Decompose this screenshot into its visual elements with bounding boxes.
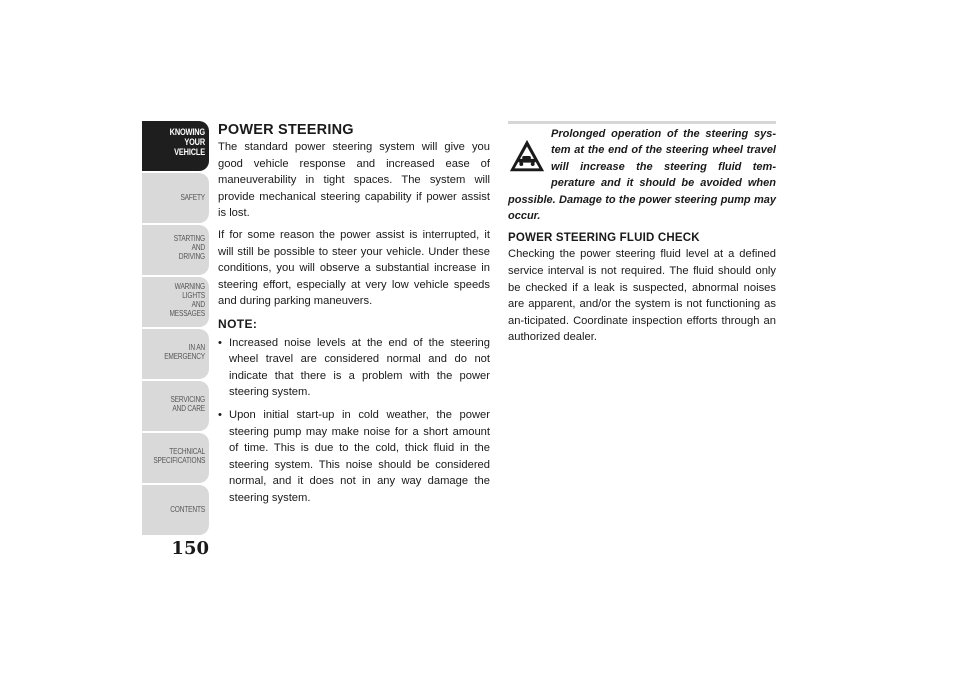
chapter-tabs xyxy=(142,121,209,537)
section-heading: POWER STEERING xyxy=(218,122,354,138)
warning-triangle-icon xyxy=(508,136,546,176)
paragraph: Checking the power steering fluid level at a defined service interval is not required. The fluid should only be checked if a leak is suspected, abnormal noises are apparent, and/or the system is not functioning as an-ticipated. Coordinate inspection efforts through an authorized dealer. xyxy=(508,248,776,344)
list-item-text: Upon initial start-up in cold weather, the power steering pump may make noise for a short amount of time. This is due to the cold, thick fluid in the steering system. This noise should be considered normal, and it does not in any way damage the steering system. xyxy=(229,408,490,504)
paragraph: If for some reason the power assist is interrupted, it will still be possible to steer your vehicle. Under these conditions, you will observe a substantial increase in steering effort, especially at very low vehicle speeds and during parking maneuvers. xyxy=(218,228,490,308)
tab-technical-specifications[interactable] xyxy=(142,433,209,483)
tab-starting-and-driving[interactable] xyxy=(142,225,209,275)
tab-label: SAFETY xyxy=(180,193,205,202)
page-number: 150 xyxy=(171,538,209,559)
tab-label: SERVICING AND CARE xyxy=(170,395,205,413)
warning-box xyxy=(508,126,776,224)
note-list xyxy=(218,335,490,507)
tab-label: WARNING LIGHTS AND MESSAGES xyxy=(169,282,205,318)
right-column xyxy=(508,121,776,351)
tab-label: STARTING AND DRIVING xyxy=(173,234,205,261)
tab-label: CONTENTS xyxy=(170,505,205,514)
list-item xyxy=(218,407,490,507)
warning-text: Prolonged operation of the steering sys-tem at the end of the steering wheel travel will increase the steering fluid tem-perature and it should be avoided when possible. Damage to the power steering pump may occur. xyxy=(508,128,776,223)
tab-label: IN AN EMERGENCY xyxy=(164,343,205,361)
tab-warning-lights-and-messages[interactable] xyxy=(142,277,209,327)
bullet: • xyxy=(218,336,222,349)
left-column xyxy=(218,121,490,512)
section-heading: POWER STEERING FLUID CHECK xyxy=(508,232,700,245)
tab-in-an-emergency[interactable] xyxy=(142,329,209,379)
tab-knowing-your-vehicle[interactable] xyxy=(142,121,209,171)
tab-label: KNOWING YOUR VEHICLE xyxy=(169,127,205,157)
tab-servicing-and-care[interactable] xyxy=(142,381,209,431)
tab-label: TECHNICAL SPECIFICATIONS xyxy=(153,447,206,465)
list-item xyxy=(218,335,490,401)
tab-contents[interactable] xyxy=(142,485,209,535)
bullet: • xyxy=(218,408,222,421)
warning-divider xyxy=(508,121,776,124)
note-label: NOTE: xyxy=(218,316,258,331)
list-item-text: Increased noise levels at the end of the steering wheel travel are considered normal and do not indicate that there is a problem with the power steering system. xyxy=(229,336,490,399)
tab-safety[interactable] xyxy=(142,173,209,223)
paragraph: The standard power steering system will give you good vehicle response and increased ease of maneuverability in tight spaces. The system will provide mechanical steering capability if power assist is lost. xyxy=(218,141,490,220)
